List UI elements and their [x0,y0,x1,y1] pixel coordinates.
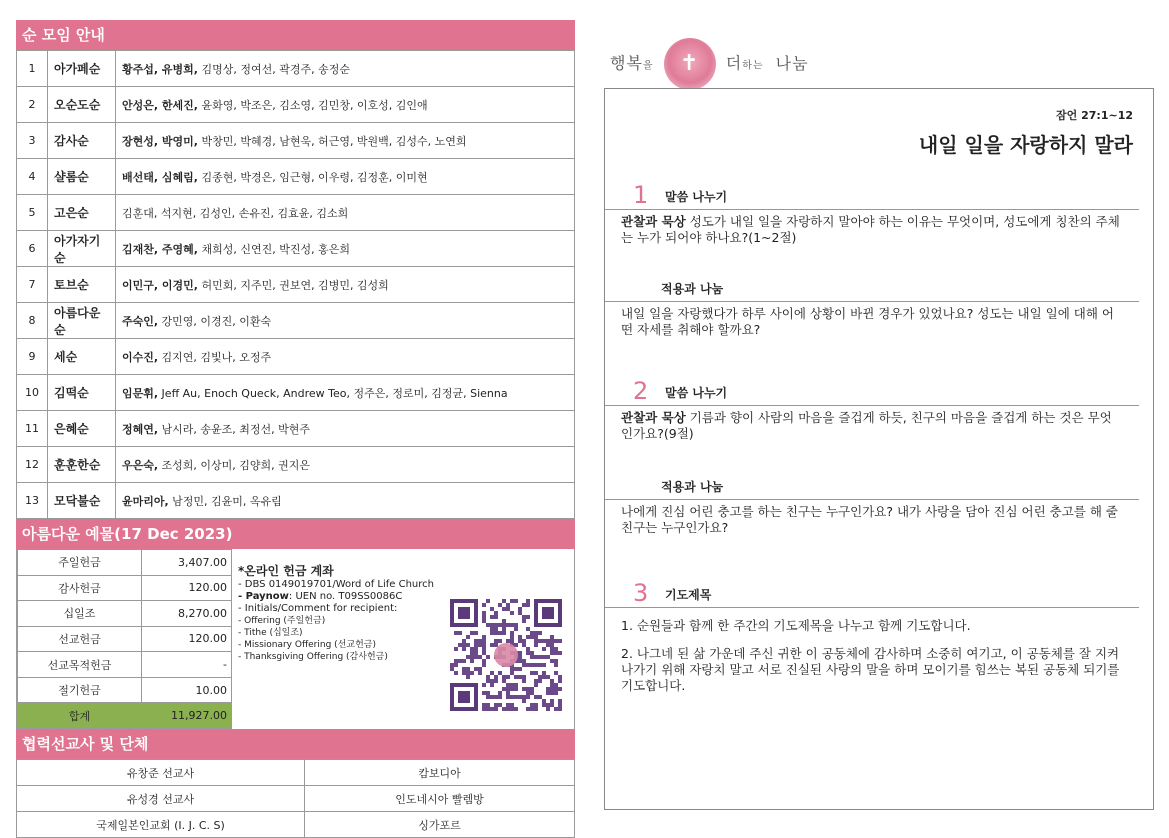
group-leaders: 우은숙, [122,458,159,472]
apply-title: 적용과 나눔 [661,282,724,296]
observation-label: 관찰과 묵상 [621,214,686,229]
group-name: 아가자기순 [48,231,116,267]
group-row [17,123,575,159]
group-members [116,267,575,303]
group-member-list: 김훈대, 석지현, 김성인, 손유진, 김효윤, 김소희 [122,206,349,220]
offering-row [18,626,232,652]
study-sheet [604,88,1154,810]
group-row [17,411,575,447]
group-leaders: 이민구, 이경민, [122,278,198,292]
section-1-apply [605,273,1139,338]
group-members [116,339,575,375]
cross-flower-icon [664,38,716,90]
offering-amount: 8,270.00 [142,601,232,627]
group-number: 12 [17,447,48,483]
section-header [605,377,1139,406]
section-number: 1 [633,181,649,209]
group-number: 7 [17,267,48,303]
brand-word: 행복 [610,53,643,73]
offering-header: 아름다운 예물(17 Dec 2023) [16,519,575,549]
group-row [17,195,575,231]
offering-label: 감사헌금 [18,575,142,601]
offering-total-row [18,703,232,729]
group-members [116,483,575,519]
apply-question: 내일 일을 자랑했다가 하루 사이에 상황이 바뀐 경우가 있었나요? 성도는 내일 일에 대해 어떤 자세를 취해야 할까요? [621,306,1114,337]
group-member-list: 강민영, 이경진, 이환숙 [158,314,272,328]
group-member-list: Jeff Au, Enoch Queck, Andrew Teo, 정주은, 정로미, 김정균, Sienna [158,386,508,400]
section-header [605,579,1139,608]
apply-header [605,273,1139,302]
group-number: 10 [17,375,48,411]
mission-row [17,760,575,786]
group-members [116,195,575,231]
group-row [17,159,575,195]
offering-amount: 3,407.00 [142,550,232,576]
group-name: 세순 [48,339,116,375]
offering-row [18,652,232,678]
section-number: 2 [633,377,649,405]
group-leaders: 주숙인, [122,314,159,328]
missionary-name: 유창준 선교사 [17,760,305,786]
offering-row [18,550,232,576]
group-leaders: 안성은, 한세진, [122,98,198,112]
group-row [17,447,575,483]
offering-section [16,549,575,729]
section-title: 말씀 나누기 [665,190,728,204]
missionary-name: 국제일본인교회 (I. J. C. S) [17,812,305,838]
section-title: 기도제목 [665,588,712,602]
group-row [17,87,575,123]
mission-row [17,812,575,838]
group-number: 6 [17,231,48,267]
group-name: 오순도순 [48,87,116,123]
group-name: 아가페순 [48,51,116,87]
brand-word: 나눔 [775,53,809,73]
section-number: 3 [633,579,649,607]
observation-text [605,210,1139,246]
missions-header: 협력선교사 및 단체 [16,729,575,759]
group-leaders: 장현성, 박영미, [122,134,198,148]
group-member-list: 김지연, 김빛나, 오정주 [158,350,272,364]
group-member-list: 조성희, 이상미, 김양희, 권지은 [158,458,311,472]
group-row [17,483,575,519]
group-leaders: 김재찬, 주영혜, [122,242,198,256]
group-number: 11 [17,411,48,447]
paynow-qr-code [450,599,562,711]
left-panel [16,20,575,838]
group-leaders: 배선태, 심혜림, [122,170,198,184]
offering-amount: 120.00 [142,626,232,652]
section-3 [605,579,1139,694]
group-members [116,375,575,411]
brand-particle: 을 [642,60,654,72]
group-number: 9 [17,339,48,375]
group-row [17,51,575,87]
group-member-list: 남시라, 송윤조, 최정선, 박현주 [158,422,311,436]
offering-table [17,549,232,729]
online-line: - DBS 0149019701/Word of Life Church [238,579,434,590]
group-name: 고은순 [48,195,116,231]
group-name: 토브순 [48,267,116,303]
group-members [116,87,575,123]
offering-total-amount: 11,927.00 [142,703,232,729]
mission-location: 인도네시아 빨렘방 [305,786,575,812]
right-panel [600,20,1156,810]
group-member-list: 허민회, 지주민, 권보연, 김병민, 김성희 [197,278,389,292]
observation-question: 기름과 향이 사람의 마음을 즐겁게 하듯, 친구의 마음을 즐겁게 하는 것은 무엇인가요?(9절) [621,410,1112,441]
group-member-list: 김명상, 정여선, 곽경주, 송정순 [197,62,350,76]
group-number: 3 [17,123,48,159]
prayer-item: 2. 나그네 된 삶 가운데 주신 귀한 이 공동체에 감사하며 소중히 여기고, 이 공동체를 잘 지켜 나가기 위해 자랑치 말고 서로 진실된 사랑의 말을 하며 모이기를 힘쓰는 복된 공동체 되기를 기도합니다. [621,646,1120,693]
observation-question: 성도가 내일 일을 자랑하지 말아야 하는 이유는 무엇이며, 성도에게 칭찬의 주체는 누가 되어야 하나요?(1~2절) [621,214,1120,245]
group-member-list: 채희성, 신연진, 박진성, 홍은희 [197,242,350,256]
group-leaders: 정혜연, [122,422,159,436]
groups-table [16,50,575,519]
mission-location: 싱가포르 [305,812,575,838]
brand-logo [610,38,809,90]
group-leaders: 윤마리아, [122,494,169,508]
online-giving-info [232,549,574,729]
group-leaders: 임문휘, [122,386,159,400]
group-member-list: 윤화영, 박조은, 김소영, 김민창, 이호성, 김인애 [197,98,428,112]
offering-amount: - [142,652,232,678]
online-giving-title: *온라인 헌금 계좌 [238,564,334,578]
online-line: - Thanksgiving Offering (감사헌금) [238,652,388,662]
group-row [17,303,575,339]
offering-label: 십일조 [18,601,142,627]
group-members [116,51,575,87]
brand-particle: 하는 [742,60,764,72]
prayer-item: 1. 순원들과 함께 한 주간의 기도제목을 나누고 함께 기도합니다. [621,618,971,633]
offering-label: 절기헌금 [18,677,142,703]
group-members [116,123,575,159]
groups-header: 순 모임 안내 [16,20,575,50]
section-header [605,181,1139,210]
offering-total-label: 합계 [18,703,142,729]
apply-header [605,471,1139,500]
offering-row [18,677,232,703]
offering-label: 선교목적헌금 [18,652,142,678]
group-leaders: 이수진, [122,350,159,364]
group-members [116,411,575,447]
group-row [17,267,575,303]
group-name: 모닥불순 [48,483,116,519]
online-line: - Initials/Comment for recipient: [238,603,398,614]
mission-row [17,786,575,812]
observation-label: 관찰과 묵상 [621,410,686,425]
group-members [116,447,575,483]
group-name: 아름다운순 [48,303,116,339]
group-member-list: 박창민, 박혜경, 남현욱, 허근영, 박원백, 김성수, 노연희 [197,134,467,148]
group-leaders: 황주섭, 유병희, [122,62,198,76]
group-name: 감사순 [48,123,116,159]
group-number: 1 [17,51,48,87]
section-2-apply [605,471,1139,536]
group-row [17,339,575,375]
section-title: 말씀 나누기 [665,386,728,400]
mission-location: 캄보디아 [305,760,575,786]
apply-question: 나에게 진심 어린 충고를 하는 친구는 누구인가요? 내가 사랑을 담아 진심 어린 충고를 해 줄 친구는 누구인가요? [621,504,1118,535]
group-row [17,231,575,267]
scripture-reference: 잠언 27:1~12 [1056,109,1133,122]
group-name: 샬롬순 [48,159,116,195]
offering-row [18,575,232,601]
group-member-list: 김종현, 박경은, 임근형, 이우령, 김정훈, 이미현 [197,170,428,184]
group-members [116,303,575,339]
group-row [17,375,575,411]
group-number: 2 [17,87,48,123]
group-number: 13 [17,483,48,519]
group-number: 5 [17,195,48,231]
group-members [116,231,575,267]
paynow-detail: : UEN no. T09SS0086C [288,591,403,602]
missionary-name: 유성경 선교사 [17,786,305,812]
group-member-list: 남정민, 김윤미, 옥유림 [168,494,282,508]
offering-amount: 10.00 [142,677,232,703]
paynow-label: - Paynow [238,591,289,602]
group-name: 김떡순 [48,375,116,411]
section-2 [605,377,1139,442]
online-line: - Tithe (십일조) [238,628,303,638]
observation-text [605,406,1139,442]
group-members [116,159,575,195]
group-number: 4 [17,159,48,195]
offering-row [18,601,232,627]
online-line: - Offering (주일헌금) [238,616,326,626]
brand-word: 더 [725,53,743,73]
offering-amount: 120.00 [142,575,232,601]
offering-label: 주일헌금 [18,550,142,576]
apply-title: 적용과 나눔 [661,480,724,494]
offering-label: 선교헌금 [18,626,142,652]
group-name: 훈훈한순 [48,447,116,483]
cross-icon: ✝ [679,51,700,76]
missions-table [16,759,575,838]
group-number: 8 [17,303,48,339]
online-line: - Missionary Offering (선교헌금) [238,640,376,650]
group-name: 은혜순 [48,411,116,447]
section-1 [605,181,1139,246]
sermon-title: 내일 일을 자랑하지 말라 [918,133,1133,157]
